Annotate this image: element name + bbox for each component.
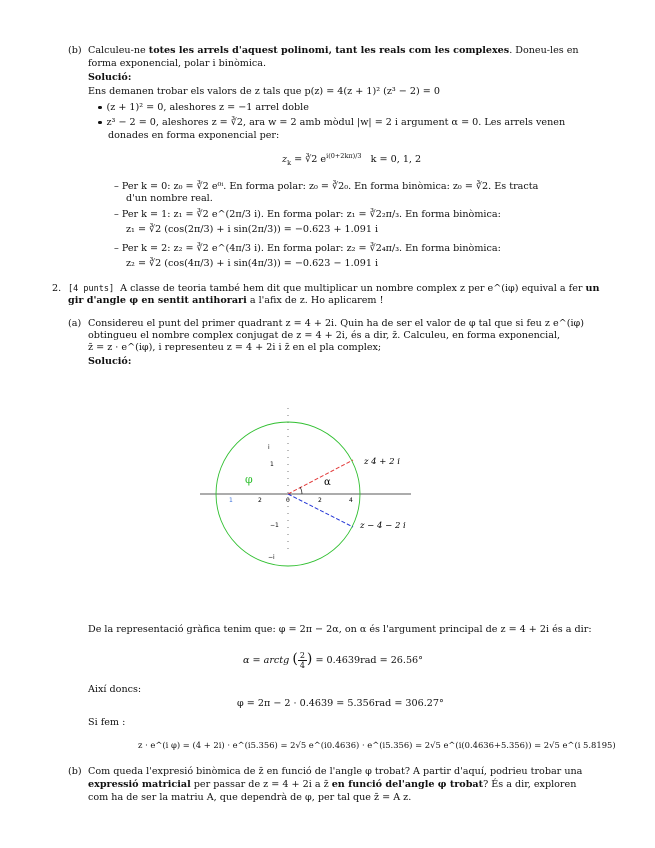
part-b1-label: (b) [68,45,82,56]
alpha-arc [300,487,302,494]
part-a-line2: obtingueu el nombre complex conjugat de z = 4 + 2i, és a dir, z̄. Calculeu, en forma exponencial, [88,330,561,341]
bullet-2 [98,117,565,129]
aixi-donces: Així doncs: [88,684,142,695]
angle-bold: en funció del'angle φ trobat [331,779,484,790]
line2-post: ? És a dir, exploren [483,779,577,790]
zbar-label: z − 4 − 2 i [360,521,406,531]
part-a-line3: z̄ = z · e^(iφ), i representeu z = 4 + 2i i z̄ en el pla complex; [88,342,382,353]
z-label: z 4 + 2 i [364,457,400,467]
points-badge: [4 punts] [68,284,115,294]
tick-x-2: 2 [258,497,262,504]
alpha-lhs: α = arctg [243,655,290,666]
part-b2-line2 [88,779,576,791]
part-b2-line3: com ha de ser la matriu A, que dependrà de φ, per tal que z̄ = A z. [88,792,412,803]
polynomial-line: Ens demanen trobar els valors de z tals que p(z) = 4(z + 1)² (z³ − 2) = 0 [88,86,440,97]
solucio-heading-1: Solució: [88,72,132,83]
bullet-2-text: z³ − 2 = 0, aleshores z = ∛2, ara w = 2 amb mòdul |w| = 2 i argument α = 0. Les arrels venen [106,117,566,128]
tick-x-4: 2 [318,497,322,504]
bullet-dot [98,106,102,110]
k2-line2: z₂ = ∛2 (cos(4π/3) + i sin(4π/3)) = −0.623 − 1.091 i [126,258,379,269]
rotation-bold: gir d'angle φ en sentit antihorari [68,295,247,306]
zk-formula: $z_k$ = ∛2 $e^{i(0+2k\pi)/3}$ k = 0, 1, 2 [282,151,422,167]
matrix-expression-bold: expressió matricial [88,779,191,790]
tick-y-3: −1 [270,522,279,529]
bullet-2-cont: donades en forma exponencial per: [108,130,280,141]
alpha-den: 4 [299,661,305,670]
alpha-equation: α = arctg ( $\frac{2}{4}$ ) = 0.4639rad = 26.56° [243,651,423,670]
problem-2-number: 2. [52,283,62,294]
line2-mid: per passar de z = 4 + 2i a z̄ [190,779,332,790]
problem-2-line2-post: a l'afix de z. Ho aplicarem ! [246,295,384,306]
problem-2-line1 [68,283,599,295]
solucio-heading-2: Solució: [88,356,132,367]
tick-y-4: −i [268,554,275,561]
k1-line1: – Per k = 1: z₁ = ∛2 e^(2π/3 i). En forma polar: z₁ = ∛2₂π/₃. En forma binòmica: [114,209,501,220]
problem-2-text: A classe de teoria també hem dit que multiplicar un nombre complex z per e^(iφ) equival a fer [120,283,586,294]
k2-line1: – Per k = 2: z₂ = ∛2 e^(4π/3 i). En forma polar: z₂ = ∛2₄π/₃. En forma binòmica: [114,243,501,254]
part-b1-intro-line2: forma exponencial, polar i binòmica. [88,58,267,69]
final-equation: z · e^(i φ) = (4 + 2i) · e^(i5.356) = 2√5 e^(i0.4636) · e^(i5.356) = 2√5 e^(i(0.4636+5.356)) = 2√5 e^(i 5.8195) [138,740,616,750]
part-a-line1: Considereu el punt del primer quadrant z = 4 + 2i. Quin ha de ser el valor de φ tal que si feu z e^(iφ) [88,318,584,329]
part-a-label: (a) [68,318,82,329]
intro-bold: totes les arrels d'aquest polinomi, tant les reals com les complexes [148,45,510,56]
graf-line: De la representació gràfica tenim que: φ = 2π − 2α, on α és l'argument principal de z = 4 + 2i és a dir: [88,624,592,635]
k0-line2: d'un nombre real. [126,193,213,204]
phi-equation: φ = 2π − 2 · 0.4639 = 5.356rad = 306.27° [237,698,444,709]
alpha-num: 2 [299,651,305,660]
part-b2-line1: Com queda l'expresió binòmica de z̄ en funció de l'angle φ trobat? A partir d'aquí, podrieu trobar una [88,766,583,777]
tick-y-2: 1 [270,461,274,468]
z-vector [288,460,353,494]
k1-line2: z₁ = ∛2 (cos(2π/3) + i sin(2π/3)) = −0.623 + 1.091 i [126,224,379,235]
phi-label: φ [245,473,253,486]
problem-2-bold: un [585,283,600,294]
bullet-1-text: (z + 1)² = 0, aleshores z = −1 arrel doble [106,102,309,113]
intro-pre: Calculeu-ne [88,45,149,56]
intro-post: . Doneu-les en [509,45,579,56]
bullet-dot [98,121,102,125]
complex-plane-figure [196,404,436,561]
si-fem: Si fem : [88,717,126,728]
tick-x-5: 4 [349,497,353,504]
alpha-fraction [298,651,307,670]
zk-symbol: z [282,154,288,165]
tick-x-1: 1 [229,497,233,504]
tick-y-1: i [268,444,270,451]
bullet-1 [98,102,309,114]
tick-x-3: 0 [286,497,290,504]
alpha-label: α [324,477,331,488]
part-b1-intro [88,45,579,57]
problem-2-line2 [68,295,383,307]
part-b2-label: (b) [68,766,82,777]
k0-line1: – Per k = 0: z₀ = ∛2 e⁰ⁱ. En forma polar: z₀ = ∛2₀. En forma binòmica: z₀ = ∛2. Es tracta [114,181,539,192]
zk-range: k = 0, 1, 2 [370,154,422,165]
alpha-rhs: = 0.4639rad = 26.56° [315,655,423,666]
